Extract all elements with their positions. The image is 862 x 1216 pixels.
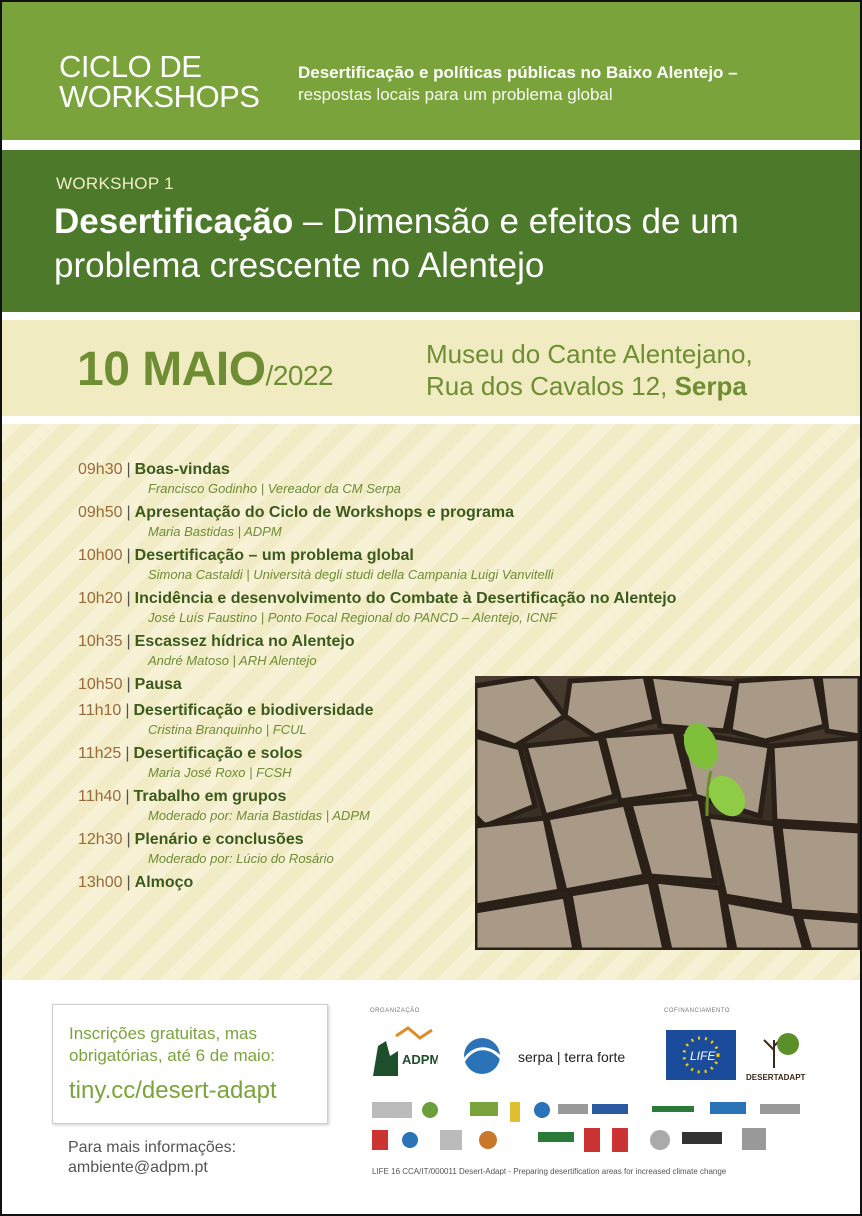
program-time: 12h30	[78, 831, 123, 848]
program-title: Almoço	[134, 874, 194, 891]
program-item	[78, 503, 838, 540]
header-band	[2, 2, 860, 140]
program-time: 11h10	[78, 702, 122, 719]
program-speaker: Maria José Roxo | FCSH	[148, 765, 292, 780]
program-separator: |	[126, 831, 131, 848]
venue-city: Serpa	[674, 371, 747, 401]
program-title: Apresentação do Ciclo de Workshops e programa	[134, 504, 515, 521]
program-separator: |	[126, 461, 131, 478]
program-time: 10h20	[78, 590, 123, 607]
program-separator: |	[125, 788, 130, 805]
program-time: 10h00	[78, 547, 123, 564]
series-title-block	[298, 62, 838, 106]
event-date-main: 10 MAIO	[77, 343, 266, 396]
workshop-band	[2, 150, 860, 312]
workshop-label: WORKSHOP 1	[56, 174, 174, 193]
program-title: Incidência e desenvolvimento do Combate à Desertificação no Alentejo	[134, 590, 677, 607]
workshop-title	[54, 200, 834, 288]
program-separator: |	[126, 676, 131, 693]
program-title: Desertificação e solos	[133, 745, 303, 762]
event-date	[77, 342, 333, 397]
program-item	[78, 460, 838, 497]
program-item	[78, 589, 838, 626]
program-separator: |	[126, 504, 131, 521]
program-time: 13h00	[78, 874, 123, 891]
program-title: Plenário e conclusões	[134, 831, 304, 848]
registration-text: Inscrições gratuitas, mas obrigatórias, até 6 de maio:	[69, 1024, 276, 1065]
program-time: 11h25	[78, 745, 122, 762]
program-time: 11h40	[78, 788, 122, 805]
contact-block	[68, 1138, 236, 1178]
program-time: 10h35	[78, 633, 123, 650]
cracked-soil-seedling-photo	[475, 676, 860, 950]
program-item	[78, 632, 838, 669]
program-separator: |	[126, 547, 131, 564]
program-separator: |	[125, 745, 130, 762]
program-title: Pausa	[134, 676, 182, 693]
contact-label: Para mais informações:	[68, 1139, 237, 1156]
program-time: 10h50	[78, 676, 123, 693]
desert-adapt-logo-text: DESERTADAPT	[746, 1073, 806, 1082]
life-logo	[666, 1030, 736, 1085]
series-title: Desertificação e políticas públicas no Baixo Alentejo –	[298, 63, 738, 82]
contact-email[interactable]: ambiente@adpm.pt	[68, 1159, 208, 1176]
venue-line1: Museu do Cante Alentejano,	[426, 339, 753, 369]
series-subtitle: respostas locais para um problema global	[298, 85, 613, 104]
adpm-logo	[368, 1026, 438, 1091]
cofunding-label: COFINANCIAMENTO	[664, 1008, 731, 1014]
program-title: Escassez hídrica no Alentejo	[134, 633, 355, 650]
program-speaker: Cristina Branquinho | FCUL	[148, 722, 307, 737]
registration-box	[52, 1004, 328, 1124]
serpa-logo-text: serpa | terra forte	[518, 1049, 626, 1065]
program-speaker: José Luís Faustino | Ponto Focal Regional do PANCD – Alentejo, ICNF	[148, 610, 557, 625]
program-separator: |	[125, 702, 130, 719]
workshop-title-bold: Desertificação	[54, 202, 294, 241]
program-title: Trabalho em grupos	[133, 788, 287, 805]
program-title: Boas-vindas	[134, 461, 230, 478]
cycle-title: CICLO DE WORKSHOPS	[59, 49, 260, 114]
event-venue	[426, 338, 753, 402]
program-section	[2, 424, 860, 980]
project-footnote: LIFE 16 CCA/IT/000011 Desert-Adapt - Preparing desertification areas for increased climate change	[372, 1167, 727, 1176]
footer	[2, 982, 860, 1214]
program-time: 09h50	[78, 504, 123, 521]
program-speaker: Francisco Godinho | Vereador da CM Serpa	[148, 481, 401, 496]
program-speaker: Moderado por: Lúcio do Rosário	[148, 851, 334, 866]
program-separator: |	[126, 633, 131, 650]
venue-line2-prefix: Rua dos Cavalos 12,	[426, 371, 675, 401]
life-logo-text: LIFE	[690, 1049, 716, 1063]
program-speaker: Moderado por: Maria Bastidas | ADPM	[148, 808, 370, 823]
program-speaker: André Matoso | ARH Alentejo	[148, 653, 317, 668]
adpm-logo-text: ADPM	[402, 1052, 438, 1067]
desert-adapt-logo	[744, 1028, 814, 1089]
program-title: Desertificação e biodiversidade	[133, 702, 374, 719]
program-separator: |	[126, 590, 131, 607]
program-item	[78, 546, 838, 583]
program-title: Desertificação – um problema global	[134, 547, 414, 564]
organization-label: ORGANIZAÇÃO	[370, 1008, 420, 1014]
workshop-title-rest: – Dimensão e efeitos de um problema crescente no Alentejo	[54, 202, 739, 285]
program-speaker: Simona Castaldi | Università degli studi della Campania Luigi Vanvitelli	[148, 567, 554, 582]
partner-logos-strip	[370, 1098, 820, 1165]
registration-link[interactable]: tiny.cc/desert-adapt	[69, 1077, 277, 1104]
event-date-year: /2022	[265, 360, 334, 391]
program-separator: |	[126, 874, 131, 891]
program-time: 09h30	[78, 461, 123, 478]
date-band	[2, 320, 860, 416]
program-speaker: Maria Bastidas | ADPM	[148, 524, 282, 539]
serpa-logo	[452, 1034, 642, 1083]
